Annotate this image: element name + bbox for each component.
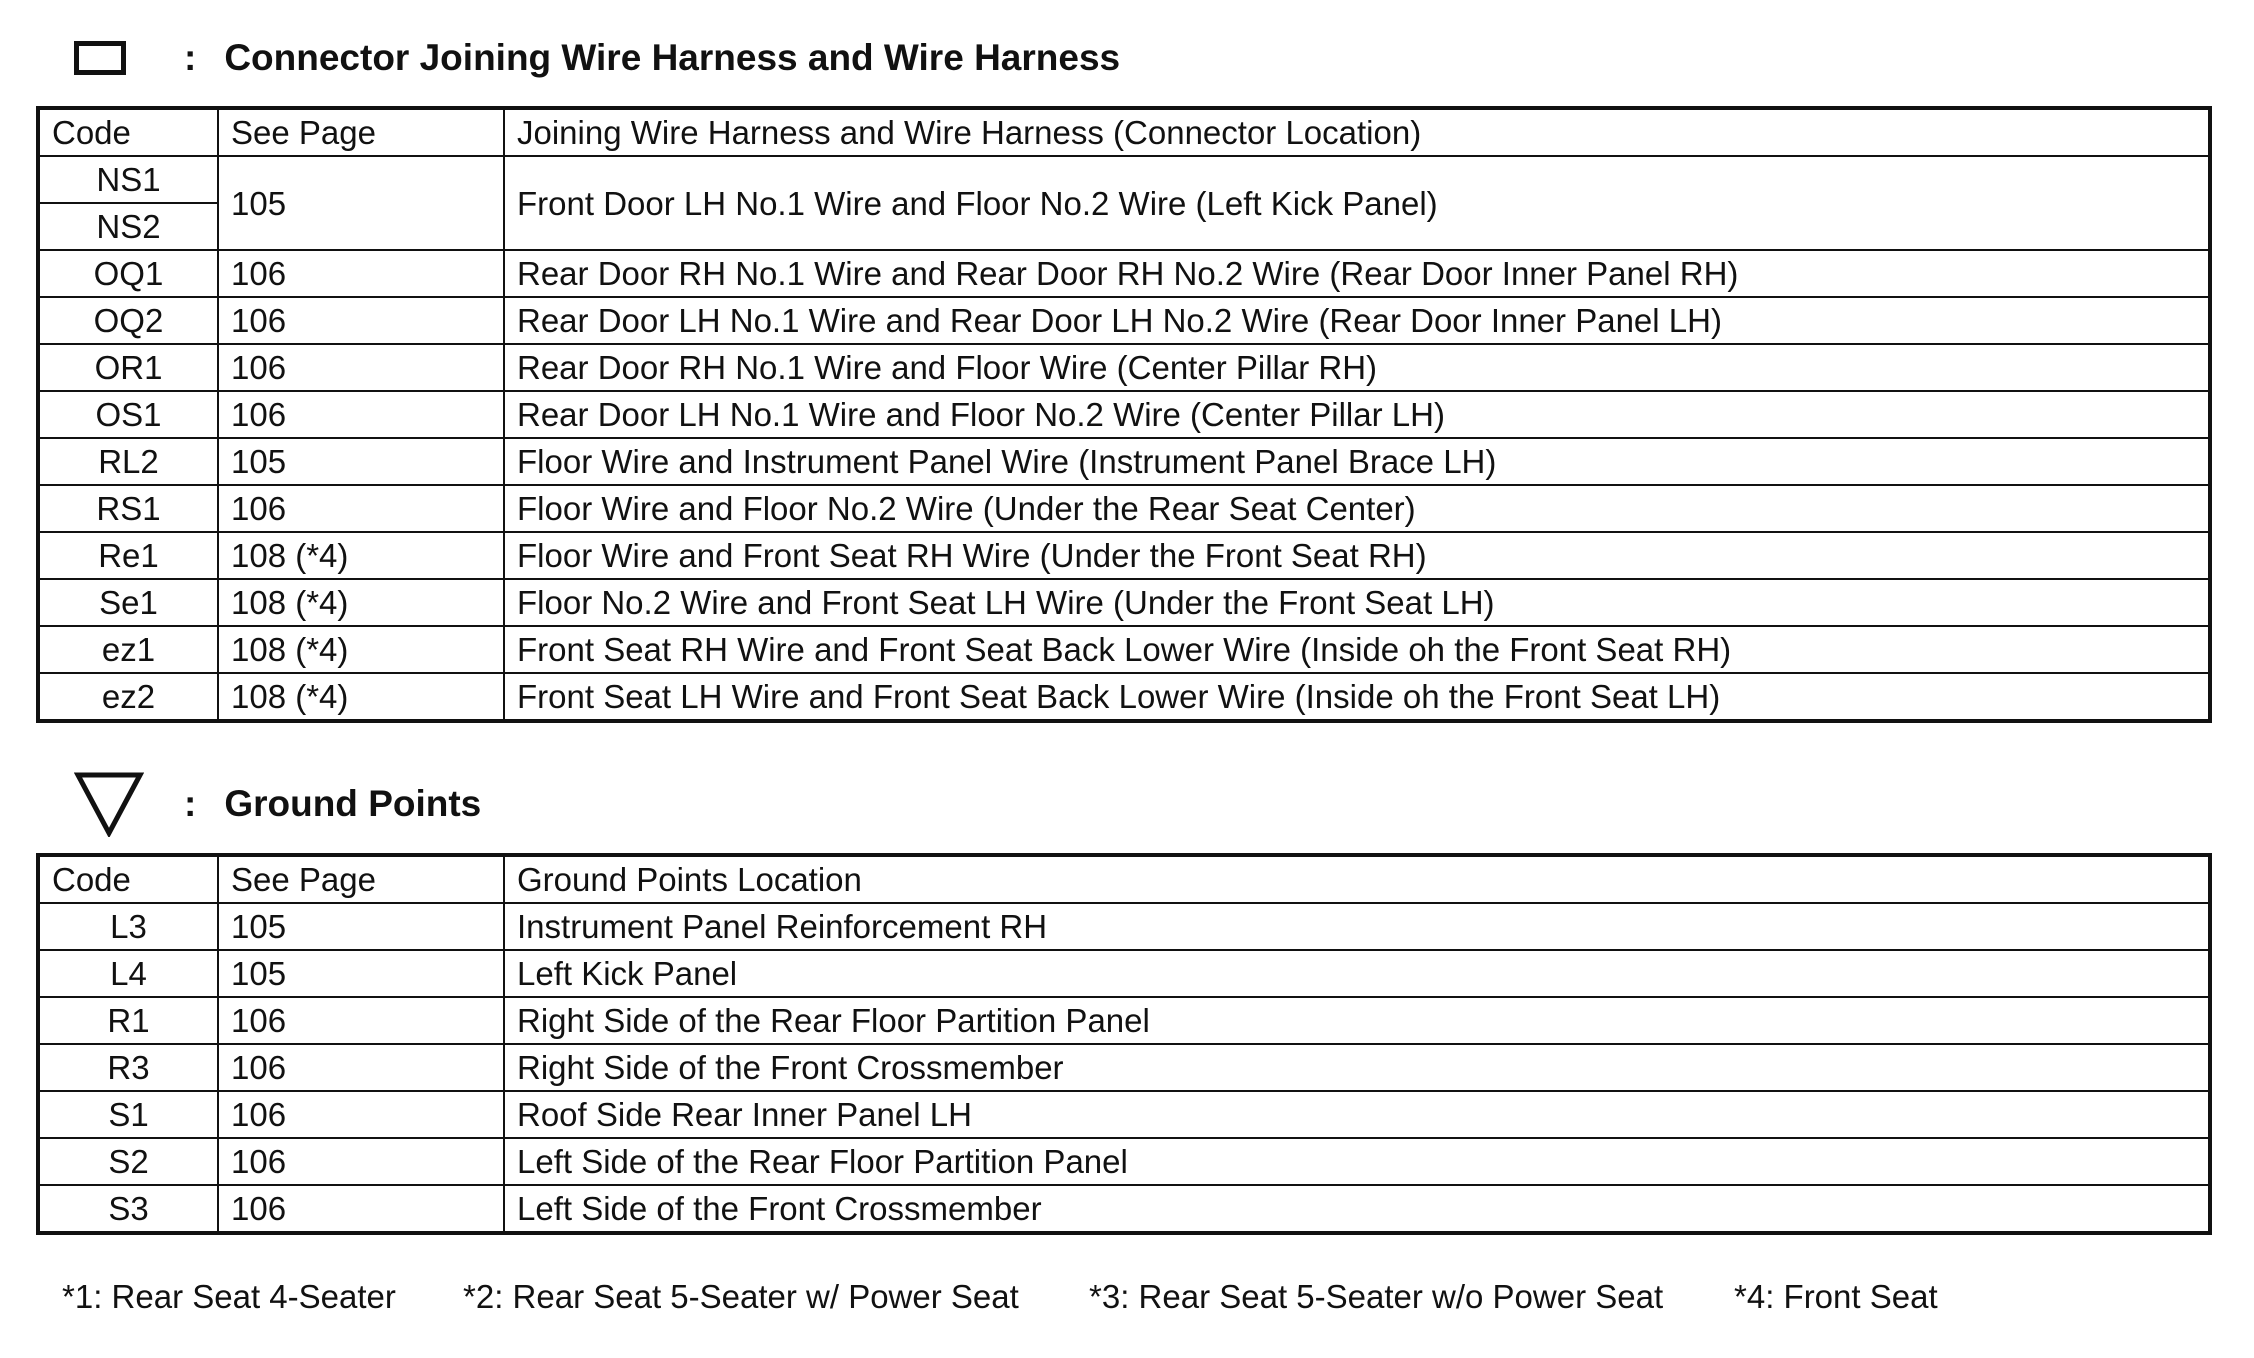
table-row (38, 997, 2210, 1044)
page-cell: 108 (*4) (218, 532, 504, 579)
code-cell: R3 (38, 1044, 218, 1091)
header-code: Code (38, 855, 218, 903)
footnote: *3: Rear Seat 5-Seater w/o Power Seat (1089, 1278, 1664, 1315)
footnotes (62, 1278, 1938, 1316)
table-row (38, 391, 2210, 438)
page-cell: 106 (218, 1091, 504, 1138)
code-cell: L4 (38, 950, 218, 997)
code-cell: ez1 (38, 626, 218, 673)
table-row (38, 250, 2210, 297)
connector-table (36, 106, 2212, 723)
code-cell: OS1 (38, 391, 218, 438)
page-cell: 106 (218, 1185, 504, 1233)
code-cell: OQ2 (38, 297, 218, 344)
page-cell: 106 (218, 344, 504, 391)
code-cell: NS1 (38, 156, 218, 203)
connector-section-title: Connector Joining Wire Harness and Wire Harness (224, 37, 1121, 78)
code-cell: OR1 (38, 344, 218, 391)
page-cell: 105 (218, 438, 504, 485)
page-cell: 106 (218, 250, 504, 297)
ground-section-heading (74, 774, 481, 834)
heading-colon: : (184, 783, 197, 824)
code-cell: S3 (38, 1185, 218, 1233)
ground-section-title: Ground Points (224, 783, 482, 824)
code-cell: L3 (38, 903, 218, 950)
heading-colon: : (184, 37, 197, 78)
page-cell: 106 (218, 1044, 504, 1091)
location-cell: Rear Door RH No.1 Wire and Floor Wire (Center Pillar RH) (504, 344, 2210, 391)
page-cell: 108 (*4) (218, 673, 504, 721)
table-header-row (38, 108, 2210, 156)
page-cell: 105 (218, 156, 504, 250)
table-row (38, 1185, 2210, 1233)
footnote: *1: Rear Seat 4-Seater (62, 1278, 396, 1315)
page-cell: 106 (218, 1138, 504, 1185)
code-cell: S2 (38, 1138, 218, 1185)
code-cell: Se1 (38, 579, 218, 626)
table-row (38, 1044, 2210, 1091)
location-cell: Front Door LH No.1 Wire and Floor No.2 Wire (Left Kick Panel) (504, 156, 2210, 250)
page-cell: 108 (*4) (218, 626, 504, 673)
location-cell: Floor Wire and Instrument Panel Wire (Instrument Panel Brace LH) (504, 438, 2210, 485)
code-cell: Re1 (38, 532, 218, 579)
location-cell: Right Side of the Front Crossmember (504, 1044, 2210, 1091)
location-cell: Right Side of the Rear Floor Partition Panel (504, 997, 2210, 1044)
page-cell: 106 (218, 391, 504, 438)
footnote: *2: Rear Seat 5-Seater w/ Power Seat (463, 1278, 1019, 1315)
location-cell: Front Seat LH Wire and Front Seat Back Lower Wire (Inside oh the Front Seat LH) (504, 673, 2210, 721)
connector-section-heading (74, 28, 1120, 88)
header-location: Joining Wire Harness and Wire Harness (Connector Location) (504, 108, 2210, 156)
table-row (38, 1091, 2210, 1138)
location-cell: Rear Door LH No.1 Wire and Rear Door LH No.2 Wire (Rear Door Inner Panel LH) (504, 297, 2210, 344)
code-cell: OQ1 (38, 250, 218, 297)
page-cell: 105 (218, 903, 504, 950)
table-row (38, 344, 2210, 391)
table-row (38, 532, 2210, 579)
ground-triangle-icon (74, 771, 144, 837)
location-cell: Rear Door LH No.1 Wire and Floor No.2 Wire (Center Pillar LH) (504, 391, 2210, 438)
location-cell: Front Seat RH Wire and Front Seat Back Lower Wire (Inside oh the Front Seat RH) (504, 626, 2210, 673)
page-cell: 106 (218, 997, 504, 1044)
location-cell: Left Side of the Front Crossmember (504, 1185, 2210, 1233)
table-row (38, 1138, 2210, 1185)
table-row (38, 626, 2210, 673)
header-see-page: See Page (218, 108, 504, 156)
location-cell: Roof Side Rear Inner Panel LH (504, 1091, 2210, 1138)
location-cell: Left Kick Panel (504, 950, 2210, 997)
code-cell: RL2 (38, 438, 218, 485)
code-cell: RS1 (38, 485, 218, 532)
ground-points-table (36, 853, 2212, 1235)
table-row (38, 673, 2210, 721)
code-cell: S1 (38, 1091, 218, 1138)
table-row (38, 438, 2210, 485)
connector-rectangle-icon (74, 41, 126, 75)
page-cell: 106 (218, 485, 504, 532)
code-cell: NS2 (38, 203, 218, 250)
table-row (38, 156, 2210, 203)
location-cell: Left Side of the Rear Floor Partition Panel (504, 1138, 2210, 1185)
table-row (38, 485, 2210, 532)
page-cell: 108 (*4) (218, 579, 504, 626)
footnote: *4: Front Seat (1734, 1278, 1938, 1315)
table-row (38, 903, 2210, 950)
table-header-row (38, 855, 2210, 903)
header-see-page: See Page (218, 855, 504, 903)
code-cell: R1 (38, 997, 218, 1044)
header-code: Code (38, 108, 218, 156)
table-row (38, 297, 2210, 344)
page-cell: 105 (218, 950, 504, 997)
table-row (38, 579, 2210, 626)
table-row (38, 950, 2210, 997)
location-cell: Floor No.2 Wire and Front Seat LH Wire (Under the Front Seat LH) (504, 579, 2210, 626)
location-cell: Rear Door RH No.1 Wire and Rear Door RH No.2 Wire (Rear Door Inner Panel RH) (504, 250, 2210, 297)
header-location: Ground Points Location (504, 855, 2210, 903)
location-cell: Floor Wire and Floor No.2 Wire (Under the Rear Seat Center) (504, 485, 2210, 532)
page-cell: 106 (218, 297, 504, 344)
code-cell: ez2 (38, 673, 218, 721)
location-cell: Floor Wire and Front Seat RH Wire (Under the Front Seat RH) (504, 532, 2210, 579)
location-cell: Instrument Panel Reinforcement RH (504, 903, 2210, 950)
